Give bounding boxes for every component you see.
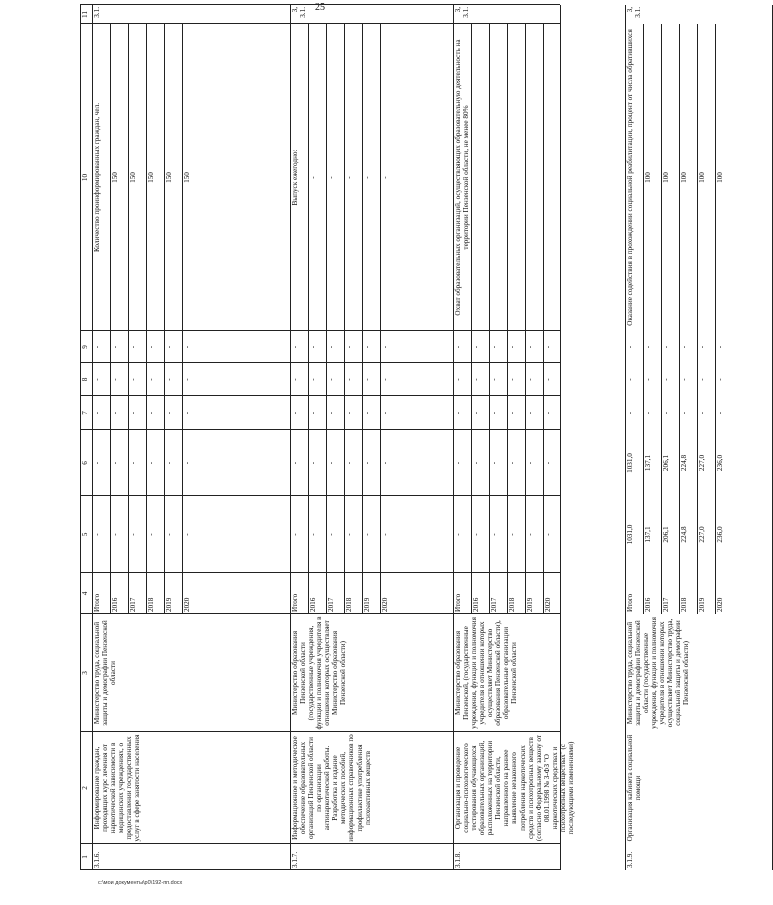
value-cell-c9: - bbox=[183, 345, 191, 349]
indicator-value bbox=[489, 24, 507, 331]
year-cell: Итого bbox=[93, 593, 101, 612]
header-cell-9: 9 bbox=[81, 345, 89, 349]
indicator-value: 100 bbox=[698, 172, 706, 183]
header-cell-5: 5 bbox=[81, 532, 89, 537]
value-cell-c8: - bbox=[309, 378, 317, 381]
year-cell: Итого bbox=[454, 593, 462, 612]
indicator-value: - bbox=[345, 176, 353, 179]
value-cell-c9: - bbox=[129, 345, 137, 349]
indicator-value: Количество проинформированных граждан, чел. bbox=[93, 102, 101, 253]
value-cell-c5: - bbox=[147, 533, 155, 536]
value-cell-c9: - bbox=[147, 345, 155, 349]
value-cell-c6: 227,0 bbox=[698, 454, 706, 472]
year-cell: 2016 bbox=[111, 597, 119, 612]
indicator-value: Выпуск ежегодно: bbox=[291, 149, 299, 206]
executor: Министерство труда, социальной защиты и демографии Пензенской области (государственные учреждения, функции и полномочия учредителя в отношении которых осуществляет Министерство труда, социальной защиты и демографии Пензенской области) bbox=[626, 617, 691, 729]
year-cell: 2018 bbox=[345, 597, 353, 612]
value-cell-c7: - bbox=[291, 411, 299, 415]
value-cell-c5: - bbox=[327, 533, 335, 536]
value-cell-c6: - bbox=[345, 461, 353, 465]
value-cell-c8: - bbox=[93, 378, 101, 381]
value-cell-c7: - bbox=[363, 411, 371, 415]
value-cell-c6: 206,1 bbox=[662, 454, 670, 472]
value-cell-c8: - bbox=[111, 378, 119, 381]
row-number: 3.1.8. bbox=[454, 851, 462, 868]
header-cell-6: 6 bbox=[81, 461, 89, 465]
value-cell-c7: - bbox=[454, 411, 462, 415]
indicator-value: Охват образовательных организаций, осуществляющих образовательную деятельность на территории Пензенской области, не менее 80% bbox=[454, 39, 471, 316]
activity-name: Организация кабинета социальной помощи bbox=[626, 734, 643, 842]
value-cell-c9: - bbox=[716, 345, 724, 349]
indicator-value: - bbox=[381, 176, 389, 179]
value-cell-c5: - bbox=[93, 533, 101, 536]
value-cell-c8: - bbox=[454, 378, 462, 381]
value-cell-c9: - bbox=[309, 345, 317, 349]
value-cell-c5: 236,0 bbox=[716, 526, 724, 543]
year-cell: 2017 bbox=[662, 597, 670, 612]
indicator-value: 150 bbox=[183, 172, 191, 183]
value-cell-c8: - bbox=[363, 378, 371, 381]
row-number: 3.1.9. bbox=[626, 851, 634, 868]
value-cell-c8: - bbox=[716, 378, 724, 381]
value-cell-c7: - bbox=[147, 411, 155, 415]
value-cell-c5: - bbox=[472, 533, 480, 536]
value-cell-c6: - bbox=[472, 461, 480, 465]
indicator-value: - bbox=[309, 176, 317, 179]
header-cell-11: 11 bbox=[81, 11, 89, 18]
value-cell-c5: 1031,0 bbox=[626, 524, 634, 545]
value-cell-c8: - bbox=[381, 378, 389, 381]
value-cell-c7: - bbox=[129, 411, 137, 415]
value-cell-c7: - bbox=[309, 411, 317, 415]
header-cell-7: 7 bbox=[81, 411, 89, 415]
value-cell-c9: - bbox=[544, 345, 552, 349]
value-cell-c8: - bbox=[644, 378, 652, 381]
value-cell-c9: - bbox=[644, 345, 652, 349]
value-cell-c5: 206,1 bbox=[662, 526, 670, 543]
year-cell: 2019 bbox=[165, 597, 173, 612]
value-cell-c8: - bbox=[698, 378, 706, 381]
indicator-value bbox=[471, 24, 489, 331]
year-cell: 2017 bbox=[327, 597, 335, 612]
value-cell-c6: - bbox=[454, 461, 462, 465]
indicator-value: - bbox=[363, 176, 371, 179]
value-cell-c6: - bbox=[309, 461, 317, 465]
value-cell-c5: - bbox=[183, 533, 191, 536]
executor: Министерство труда, социальной защиты и демографии Пензенской области bbox=[93, 620, 118, 726]
value-cell-c8: - bbox=[662, 378, 670, 381]
value-cell-c9: - bbox=[93, 345, 101, 349]
value-cell-c8: - bbox=[472, 378, 480, 381]
year-cell: 2017 bbox=[490, 597, 498, 612]
indicator-value: 150 bbox=[165, 172, 173, 183]
indicator-value: 150 bbox=[129, 172, 137, 183]
value-cell-c9: - bbox=[490, 345, 498, 349]
indicator-value: - bbox=[327, 176, 335, 179]
value-cell-c9: - bbox=[345, 345, 353, 349]
value-cell-c8: - bbox=[291, 378, 299, 381]
value-cell-c8: - bbox=[508, 378, 516, 381]
year-cell: 2016 bbox=[644, 597, 652, 612]
header-cell-10: 10 bbox=[81, 173, 89, 182]
value-cell-c5: 227,0 bbox=[698, 526, 706, 543]
year-cell: 2019 bbox=[363, 597, 371, 612]
indicator-value: Оказание содействия в прохождении социальной реабилитации, процент от числа обратившихся bbox=[626, 29, 634, 326]
activity-name: Информационное и методическое обеспечение образовательных организаций Пензенской области по организации антинаркотической работы. Разработка и издание методических пособий, информационных справочников по профилактике употребления психоактивных веществ bbox=[291, 734, 372, 842]
value-cell-c8: - bbox=[129, 378, 137, 381]
indicator-ref: 3, 3.1. bbox=[626, 7, 643, 18]
year-cell: 2019 bbox=[698, 597, 706, 612]
value-cell-c8: - bbox=[544, 378, 552, 381]
value-cell-c8: - bbox=[490, 378, 498, 381]
header-cell-8: 8 bbox=[81, 377, 89, 382]
value-cell-c6: - bbox=[490, 461, 498, 465]
value-cell-c9: - bbox=[381, 345, 389, 349]
indicator-value: 100 bbox=[716, 172, 724, 183]
value-cell-c6: - bbox=[363, 461, 371, 465]
value-cell-c9: - bbox=[680, 345, 688, 349]
value-cell-c7: - bbox=[644, 411, 652, 415]
year-cell: 2019 bbox=[526, 597, 534, 612]
value-cell-c6: - bbox=[381, 461, 389, 465]
value-cell-c5: - bbox=[381, 533, 389, 536]
value-cell-c7: - bbox=[698, 411, 706, 415]
value-cell-c6: - bbox=[183, 461, 191, 465]
value-cell-c8: - bbox=[183, 378, 191, 381]
value-cell-c8: - bbox=[345, 378, 353, 381]
year-cell: 2020 bbox=[544, 597, 552, 612]
year-cell: 2020 bbox=[381, 597, 389, 612]
value-cell-c7: - bbox=[544, 411, 552, 415]
indicator-value bbox=[525, 24, 543, 331]
value-cell-c7: - bbox=[381, 411, 389, 415]
value-cell-c9: - bbox=[526, 345, 534, 349]
value-cell-c5: - bbox=[363, 533, 371, 536]
value-cell-c9: - bbox=[327, 345, 335, 349]
value-cell-c9: - bbox=[111, 345, 119, 349]
value-cell-c5: - bbox=[508, 533, 516, 536]
row-number: 3.1.6. bbox=[93, 851, 101, 868]
value-cell-c6: 224,8 bbox=[680, 454, 688, 472]
value-cell-c7: - bbox=[327, 411, 335, 415]
header-cell-3: 3 bbox=[81, 671, 89, 675]
value-cell-c7: - bbox=[93, 411, 101, 415]
value-cell-c6: 137,1 bbox=[644, 454, 652, 472]
value-cell-c5: - bbox=[165, 533, 173, 536]
year-cell: Итого bbox=[626, 593, 634, 612]
value-cell-c7: - bbox=[526, 411, 534, 415]
header-cell-4: 4 bbox=[81, 591, 89, 596]
value-cell-c6: - bbox=[129, 461, 137, 465]
value-cell-c6: - bbox=[111, 461, 119, 465]
page-number: 25 bbox=[315, 2, 325, 13]
executor: Министерство образования Пензенской, (государственные учреждения, функции и полномочия учредителя в отношении которых осуществляет Министерство образования Пензенской области), образовательные организации Пензенской области bbox=[454, 617, 519, 729]
value-cell-c9: - bbox=[363, 345, 371, 349]
year-cell: Итого bbox=[291, 593, 299, 612]
year-cell: 2018 bbox=[508, 597, 516, 612]
indicator-value: 150 bbox=[111, 172, 119, 183]
value-cell-c7: - bbox=[680, 411, 688, 415]
year-cell: 2020 bbox=[183, 597, 191, 612]
indicator-ref: 3.1. bbox=[93, 7, 101, 18]
indicator-value bbox=[543, 24, 625, 331]
value-cell-c6: - bbox=[291, 461, 299, 465]
value-cell-c5: - bbox=[544, 533, 552, 536]
value-cell-c9: - bbox=[626, 345, 634, 349]
indicator-value: 100 bbox=[680, 172, 688, 183]
value-cell-c6: - bbox=[165, 461, 173, 465]
value-cell-c5: - bbox=[291, 533, 299, 536]
value-cell-c7: - bbox=[508, 411, 516, 415]
value-cell-c6: - bbox=[544, 461, 552, 465]
value-cell-c8: - bbox=[626, 378, 634, 381]
value-cell-c6: - bbox=[93, 461, 101, 465]
value-cell-c8: - bbox=[680, 378, 688, 381]
value-cell-c6: - bbox=[526, 461, 534, 465]
value-cell-c7: - bbox=[165, 411, 173, 415]
value-cell-c7: - bbox=[626, 411, 634, 415]
executor: Министерство образования Пензенской области (государственные учреждения, функции и полномочия учредителя в отношении которых осуществляет Министерство образования Пензенской области) bbox=[291, 616, 348, 730]
indicator-value: 150 bbox=[147, 172, 155, 183]
indicator-value: 100 bbox=[662, 172, 670, 183]
indicator-ref: 3, 3.1. bbox=[291, 7, 308, 18]
value-cell-c5: - bbox=[526, 533, 534, 536]
value-cell-c5: 137,1 bbox=[644, 526, 652, 543]
value-cell-c7: - bbox=[716, 411, 724, 415]
value-cell-c7: - bbox=[183, 411, 191, 415]
activity-name: Информирование граждан, проходящих курс лечения от наркотической зависимости в медицинских учреждениях, о предоставлении государственных услуг в сфере занятости населения bbox=[93, 734, 142, 842]
value-cell-c9: - bbox=[698, 345, 706, 349]
value-cell-c6: - bbox=[147, 461, 155, 465]
header-cell-1: 1 bbox=[81, 855, 89, 859]
value-cell-c5: - bbox=[490, 533, 498, 536]
footer-path: c:\мои документы\p0\192-пп.docx bbox=[98, 880, 183, 886]
value-cell-c5: - bbox=[111, 533, 119, 536]
value-cell-c6: 1031,0 bbox=[626, 453, 634, 473]
header-cell-2: 2 bbox=[81, 786, 89, 790]
value-cell-c9: - bbox=[508, 345, 516, 349]
value-cell-c9: - bbox=[662, 345, 670, 349]
value-cell-c7: - bbox=[472, 411, 480, 415]
activity-name: Организация и проведение социально-психологического тестирования обучающихся образовательных организаций, расположенных на территории Пензенской области, направленного на раннее выявление незаконного потребления наркотических средств и психотропных веществ (согласно Федеральному закону от 08.01.1998 № 3-ФЗ "О наркотических средствах и психотропных веществах" (с последующими изменениями) bbox=[454, 734, 575, 842]
program-table bbox=[80, 5, 724, 870]
value-cell-c7: - bbox=[662, 411, 670, 415]
value-cell-c6: - bbox=[508, 461, 516, 465]
value-cell-c7: - bbox=[111, 411, 119, 415]
value-cell-c9: - bbox=[291, 345, 299, 349]
year-cell: 2018 bbox=[680, 597, 688, 612]
indicator-ref: 3, 3.1. bbox=[454, 7, 471, 18]
value-cell-c7: - bbox=[490, 411, 498, 415]
year-cell: 2020 bbox=[716, 597, 724, 612]
value-cell-c5: - bbox=[454, 533, 462, 536]
value-cell-c8: - bbox=[147, 378, 155, 381]
value-cell-c5: 224,8 bbox=[680, 526, 688, 543]
year-cell: 2016 bbox=[309, 597, 317, 612]
value-cell-c9: - bbox=[454, 345, 462, 349]
value-cell-c7: - bbox=[345, 411, 353, 415]
indicator-value bbox=[507, 24, 525, 331]
year-cell: 2016 bbox=[472, 597, 480, 612]
row-number: 3.1.7. bbox=[291, 851, 299, 868]
year-cell: 2018 bbox=[147, 597, 155, 612]
value-cell-c6: - bbox=[327, 461, 335, 465]
value-cell-c5: - bbox=[345, 533, 353, 536]
value-cell-c8: - bbox=[165, 378, 173, 381]
indicator-value: 100 bbox=[644, 172, 652, 183]
value-cell-c9: - bbox=[472, 345, 480, 349]
value-cell-c8: - bbox=[526, 378, 534, 381]
year-cell: 2017 bbox=[129, 597, 137, 612]
value-cell-c5: - bbox=[309, 533, 317, 536]
value-cell-c8: - bbox=[327, 378, 335, 381]
value-cell-c9: - bbox=[165, 345, 173, 349]
value-cell-c5: - bbox=[129, 533, 137, 536]
value-cell-c6: 236,0 bbox=[716, 454, 724, 472]
